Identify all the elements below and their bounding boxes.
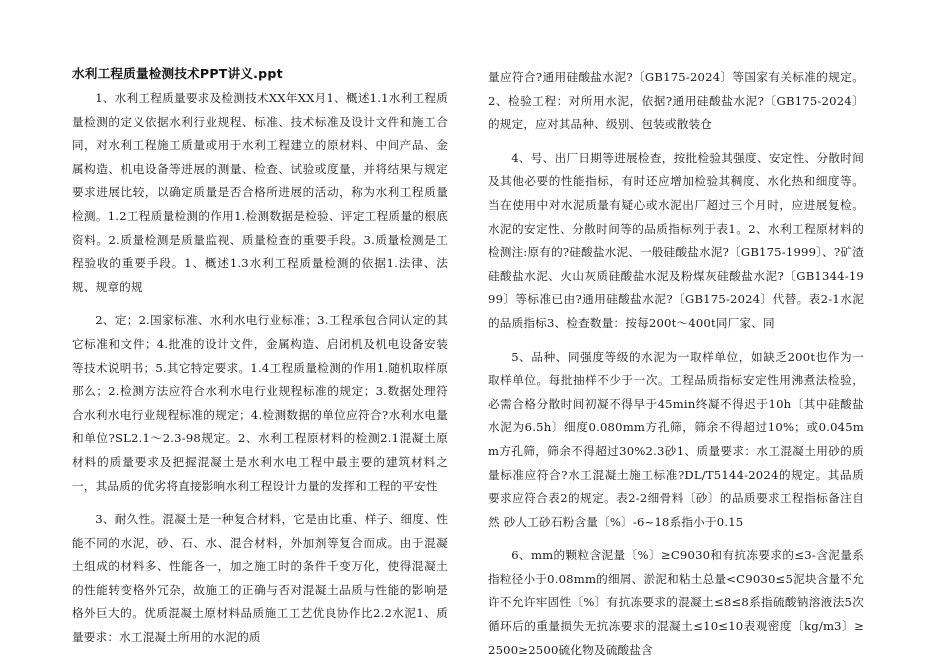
document-title: 水利工程质量检测技术PPT讲义.ppt (72, 66, 283, 81)
paragraph-2: 2、定；2.国家标准、水利水电行业标准；3.工程承包合同认定的其它标准和文件；4.批准的设计文件，金属构造、启闭机及机电设备安装等技术说明书；5.其它特定要求。1.4工程质量检测的作用1.随机取样原那么；2.检测方法应符合水利水电行业规程标准的规定；3.数据处理符合水利水电行业规程标准的规定；4.检测数据的单位应符合?水利水电量和单位?SL2.1～2.3-98规定。2、水利工程原材料的检测2.1混凝土原材料的质量要求及把握混凝土是水利水电工程中最主要的建筑材料之一，其品质的优劣将直接影响水利工程设计力量的发挥和工程的平安性 (72, 313, 448, 493)
paragraph-5: 5、品种、同强度等级的水泥为一取样单位，如缺乏200t也作为一取样单位。每批抽样不少于一次。工程品质指标安定性用沸煮法检验，必需合格分散时间初凝不得早于45min终凝不得迟于10h〔其中硅酸盐水泥为6.5h〕细度0.080mm方孔筛，筛余不得超过10%；或0.045mm方孔筛，筛余不得超过30%2.3砂1、质量要求：水工混凝土用砂的质量标准应符合?水工混凝土施工标准?DL/T5144-2024的规定。其品质要求应符合表2的规定。表2-2细骨料〔砂〕的品质要求工程指标备注自然 砂人工砂石粉含量〔%〕-6~18系指小于0.15 (488, 349, 864, 529)
paragraph-6: 6、mm的颗粒含泥量〔%〕≥C9030和有抗冻要求的≤3-含泥量系指粒径小于0.08mm的细屑、淤泥和粘土总量<C9030≤5泥块含量不允许不允许牢固性〔%〕有抗冻要求的混凝土≤8≤8系指硫酸钠溶液法5次循环后的重量损失无抗冻要求的混凝土≤10≤10表观密度〔kg/m3〕≥2500≥2500硫化物及硫酸盐含 (488, 548, 864, 657)
left-column (72, 64, 448, 660)
paragraph-4: 4、号、出厂日期等进展检查，按批检验其强度、安定性、分散时间及其他必要的性能指标，有时还应增加检验其稠度、水化热和细度等。当在使用中对水泥质量有疑心或水泥出厂超过三个月时，应进展复检。水泥的安定性、分散时间等的品质指标列于表1。2、水利工程原材料的检测注:原有的?硅酸盐水泥、一般硅酸盐水泥?〔GB175-1999〕、?矿渣硅酸盐水泥、火山灰质硅酸盐水泥及粉煤灰硅酸盐水泥?〔GB1344-1999〕等标准已由?通用硅酸盐水泥?〔GB175-2024〕代替。表2-1水泥的品质指标3、检查数量：按每200t～400t同厂家、同 (488, 150, 864, 330)
right-column (488, 66, 864, 672)
paragraph-3-continued: 量应符合?通用硅酸盐水泥?〔GB175-2024〕等国家有关标准的规定。2、检验工程：对所用水泥，依据?通用硅酸盐水泥?〔GB175-2024〕的规定，应对其品种、级别、包装或散装仓 (488, 70, 864, 132)
paragraph-3: 3、耐久性。混凝土是一种复合材料，它是由比重、样子、细度、性能不同的水泥，砂、石、水、混合材料，外加剂等复合而成。由于混凝土组成的材料多、性能各一，加之施工时的条件千变万化，使得混凝土的性能转变格外冗杂，故施工的正确与否对混凝土品质与性能的影响是格外巨大的。优质混凝土原材料品质施工工艺优良协作比2.2水泥1、质量要求：水工混凝土所用的水泥的质 (72, 512, 448, 645)
paragraph-1: 1、水利工程质量要求及检测技术XX年XX月1、概述1.1水利工程质量检测的定义依据水利行业规程、标准、技术标准及设计文件和施工合同，对水利工程施工质量或用于水利工程建立的原材料、中间产品、金属构造、机电设备等进展的测量、检查、试验或度量，并将结果与规定要求进展比较，以确定质量是否合格所进展的活动，称为水利工程质量检测。1.2工程质量检测的作用1.检测数据是检验、评定工程质量的根底资料。2.质量检测是质量监视、质量检查的重要手段。3.质量检测是工程验收的重要手段。1、概述1.3水利工程质量检测的依据1.法律、法规、规章的规 (72, 91, 448, 294)
